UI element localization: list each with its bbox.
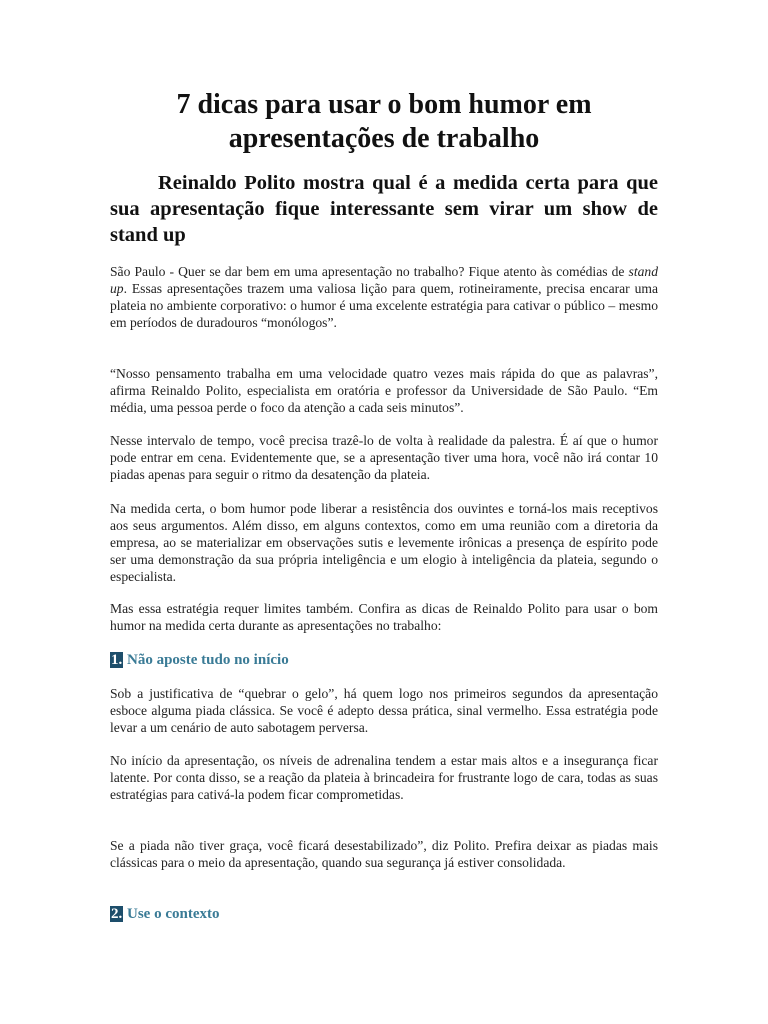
article-subtitle: Reinaldo Polito mostra qual é a medida certa para que sua apresentação fique interessante sem virar um show de stand up — [110, 172, 658, 246]
paragraph-ice-breaker: Sob a justificativa de “quebrar o gelo”, há quem logo nos primeiros segundos da apresentação esboce alguma piada clássica. Se você é adepto dessa prática, sinal vermelho. Essa estratégia pode levar a um cenário de auto sabotagem perversa. — [110, 686, 658, 735]
paragraph-quote: “Nosso pensamento trabalha em uma velocidade quatro vezes mais rápida do que as palavras”, afirma Reinaldo Polito, especialista em oratória e professor da Universidade de São Paulo. “Em média, uma pessoa perde o foco da atenção a cada seis minutos”. — [110, 366, 658, 415]
paragraph-measure: Na medida certa, o bom humor pode liberar a resistência dos ouvintes e torná-los mais receptivos aos seus argumentos. Além disso, em alguns contextos, como em uma reunião com a diretoria da empresa, ao se materializar em observações sutis e levemente irônicas a presença de espírito pode ser uma demonstração da sua própria inteligência e um elogio à inteligência da plateia, segundo o especialista. — [110, 501, 658, 584]
paragraph-limits: Mas essa estratégia requer limites também. Confira as dicas de Reinaldo Polito para usar o bom humor na medida certa durante as apresentações no trabalho: — [110, 601, 658, 633]
paragraph-intro-end: . Essas apresentações trazem uma valiosa lição para quem, rotineiramente, precisa encarar uma plateia no ambiente corporativo: o humor é uma excelente estratégia para cativar o público – mesmo em períodos de duradouros “monólogos”. — [110, 281, 658, 330]
paragraph-intro-start: São Paulo - Quer se dar bem em uma apresentação no trabalho? Fique atento às comédias de — [110, 264, 629, 279]
paragraph-adrenaline: No início da apresentação, os níveis de adrenalina tendem a estar mais altos e a insegurança ficar latente. Por conta disso, se a reação da plateia à brincadeira for frustrante logo de cara, todas as suas estratégias para cativá-la podem ficar comprometidas. — [110, 753, 658, 802]
title-line-1: 7 dicas para usar o bom humor em — [176, 89, 592, 120]
paragraph-joke: Se a piada não tiver graça, você ficará desestabilizado”, diz Polito. Prefira deixar as piadas mais clássicas para o meio da apresentação, quando sua segurança já estiver consolidada. — [110, 838, 658, 870]
section-title-2: Use o contexto — [127, 906, 220, 922]
section-heading-2 — [110, 904, 219, 924]
title-line-2: apresentações de trabalho — [228, 123, 540, 154]
stand-up-emphasis: stand up — [110, 264, 658, 296]
section-number-2: 2. — [111, 906, 123, 922]
section-heading-1 — [110, 650, 289, 670]
article-title — [110, 88, 658, 156]
paragraph-interval: Nesse intervalo de tempo, você precisa trazê-lo de volta à realidade da palestra. É aí que o humor pode entrar em cena. Evidentemente que, se a apresentação tiver uma hora, você não irá contar 10 piadas apenas para seguir o ritmo da desatenção da plateia. — [110, 433, 658, 482]
section-number-1: 1. — [111, 652, 123, 668]
section-title-1: Não aposte tudo no início — [127, 652, 289, 668]
paragraph-intro — [110, 263, 658, 331]
